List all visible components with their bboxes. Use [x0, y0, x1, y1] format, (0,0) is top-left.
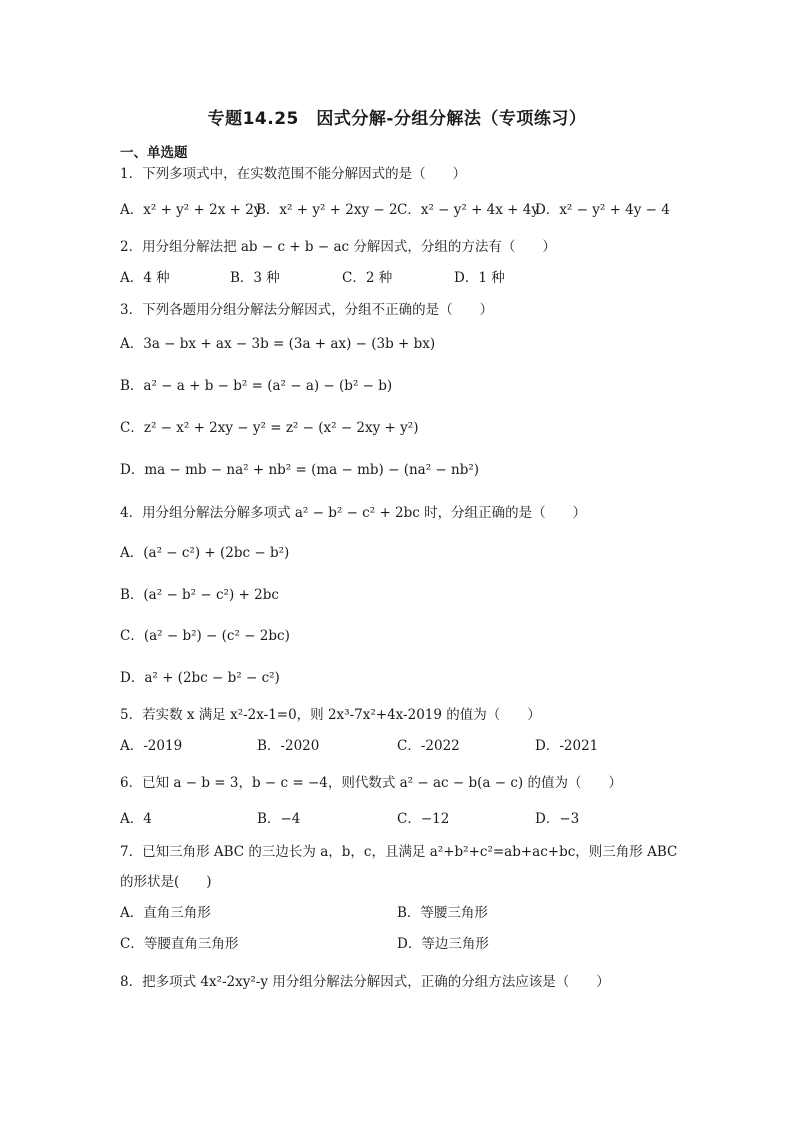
section-heading: 一、单选题: [120, 145, 188, 161]
q6-option-b: B．−4: [257, 811, 301, 827]
q1-stem: 1．下列多项式中，在实数范围不能分解因式的是（ ）: [120, 166, 467, 182]
q7-option-b: B．等腰三角形: [397, 905, 488, 921]
q3-option-d: D．ma − mb − na² + nb² = (ma − mb) − (na² − nb²): [120, 462, 480, 478]
q5-option-a: A．-2019: [120, 738, 183, 754]
q3-option-c: C．z² − x² + 2xy − y² = z² − (x² − 2xy + y²): [120, 420, 419, 436]
q8-stem: 8．把多项式 4x²-2xy²-y 用分组分解法分解因式，正确的分组方法应该是（ ）: [120, 974, 610, 990]
q3-stem: 3．下列各题用分组分解法分解因式，分组不正确的是（ ）: [120, 302, 494, 318]
q2-option-c: C．2 种: [342, 270, 393, 286]
q7-option-c: C．等腰直角三角形: [120, 936, 239, 952]
q2-option-b: B．3 种: [230, 270, 280, 286]
q4-option-d: D．a² + (2bc − b² − c²): [120, 670, 280, 686]
page-title: 专题14.25 因式分解-分组分解法（专项练习）: [207, 109, 587, 129]
q2-option-a: A．4 种: [120, 270, 170, 286]
q1-option-c: C．x² − y² + 4x + 4y: [397, 202, 539, 218]
q7-stem-line2: 的形状是( ): [120, 874, 212, 890]
q3-option-a: A．3a − bx + ax − 3b = (3a + ax) − (3b + bx): [120, 336, 436, 352]
q2-option-d: D．1 种: [454, 270, 505, 286]
q7-option-d: D．等边三角形: [397, 936, 489, 952]
q5-option-c: C．-2022: [397, 738, 460, 754]
q4-stem: 4．用分组分解法分解多项式 a² − b² − c² + 2bc 时，分组正确的是（ ）: [120, 505, 587, 521]
q6-option-d: D．−3: [535, 811, 580, 827]
q7-stem-line1: 7．已知三角形 ABC 的三边长为 a，b，c，且满足 a²+b²+c²=ab+ac+bc，则三角形 ABC: [120, 844, 678, 860]
q4-option-b: B．(a² − b² − c²) + 2bc: [120, 587, 279, 603]
q1-option-a: A．x² + y² + 2x + 2y: [120, 202, 262, 218]
q1-option-b: B．x² + y² + 2xy − 2: [256, 202, 398, 218]
q2-stem: 2．用分组分解法把 ab − c + b − ac 分解因式，分组的方法有（ ）: [120, 239, 556, 255]
q4-option-c: C．(a² − b²) − (c² − 2bc): [120, 628, 290, 644]
q5-stem: 5．若实数 x 满足 x²-2x-1=0，则 2x³-7x²+4x-2019 的值为（ ）: [120, 707, 541, 723]
q3-option-b: B．a² − a + b − b² = (a² − a) − (b² − b): [120, 378, 393, 394]
q1-option-d: D．x² − y² + 4y − 4: [535, 202, 670, 218]
q6-option-a: A．4: [120, 811, 152, 827]
q5-option-d: D．-2021: [535, 738, 599, 754]
q6-stem: 6．已知 a − b = 3，b − c = −4，则代数式 a² − ac − b(a − c) 的值为（ ）: [120, 775, 622, 791]
q5-option-b: B．-2020: [257, 738, 320, 754]
q6-option-c: C．−12: [397, 811, 450, 827]
q7-option-a: A．直角三角形: [120, 905, 211, 921]
q4-option-a: A．(a² − c²) + (2bc − b²): [120, 545, 290, 561]
